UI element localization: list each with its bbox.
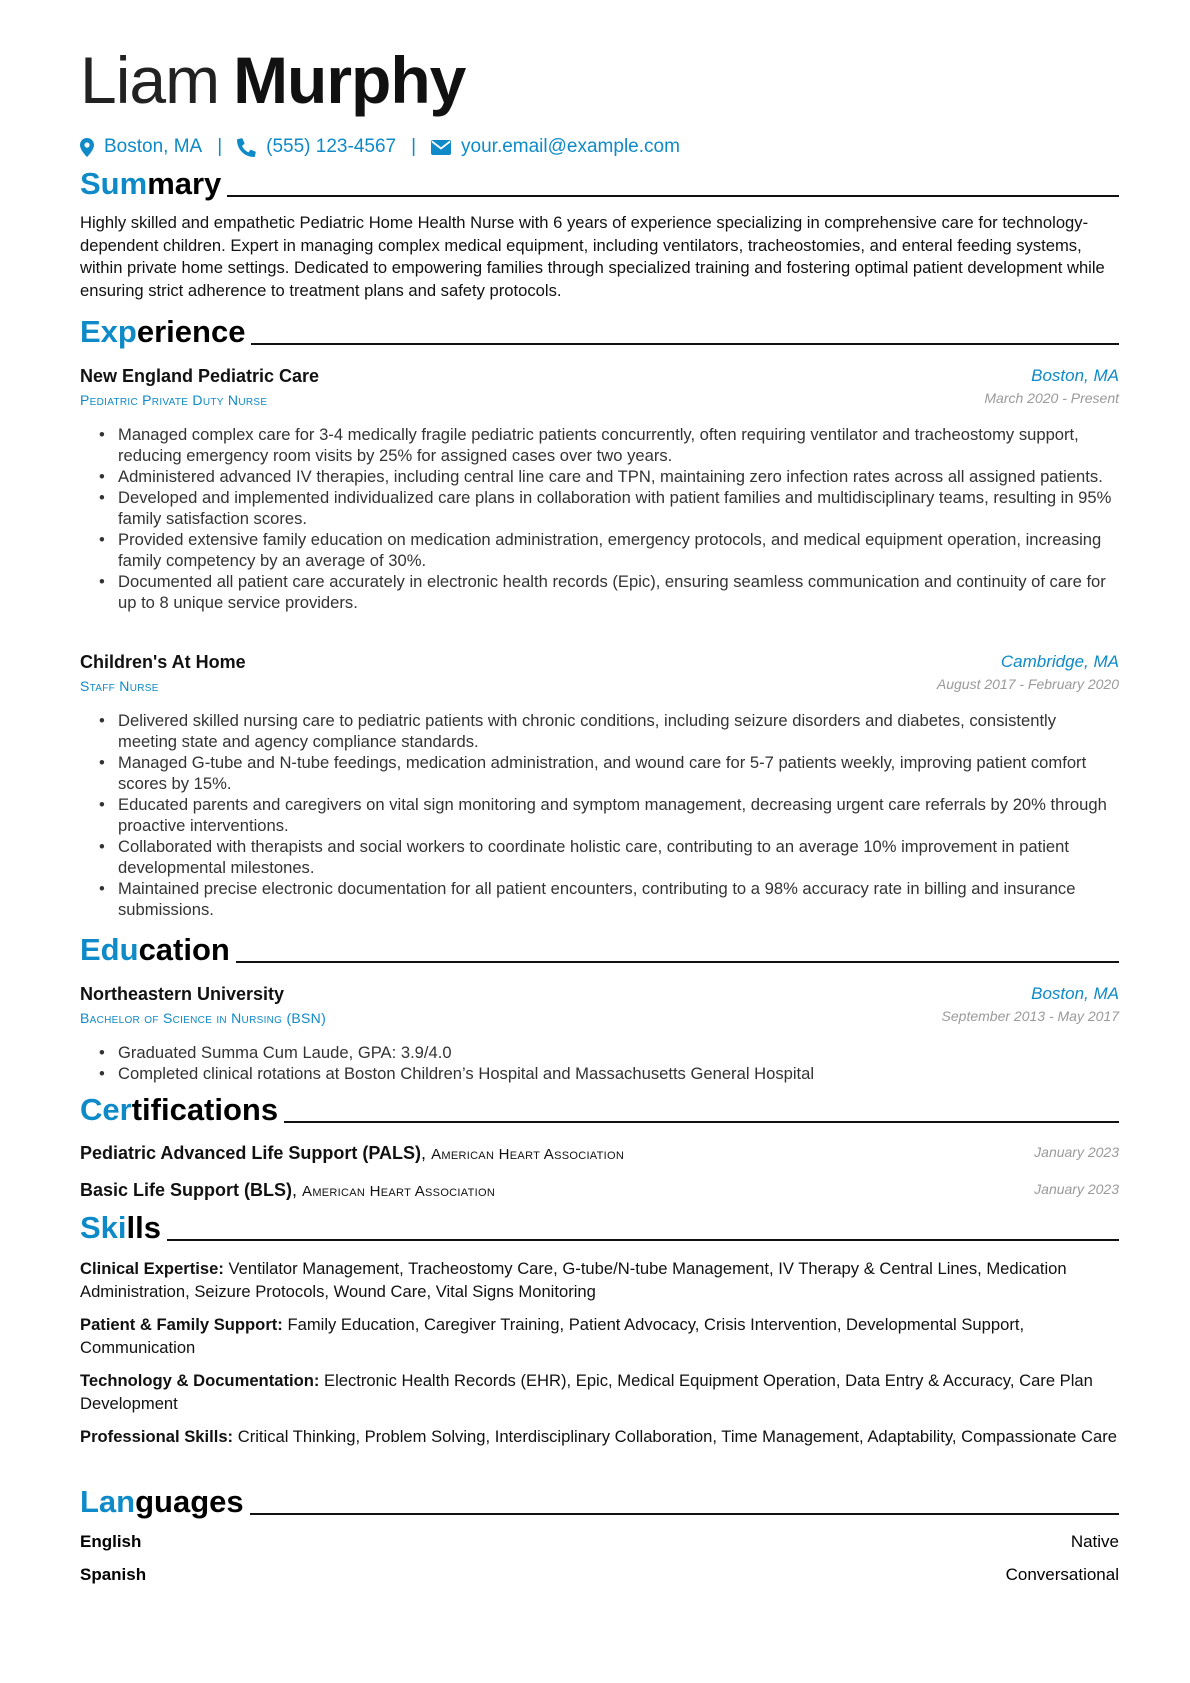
certification-name: Basic Life Support (BLS) (80, 1180, 293, 1200)
certification-name: Pediatric Advanced Life Support (PALS) (80, 1143, 422, 1163)
skill-list: Critical Thinking, Problem Solving, Interdisciplinary Collaboration, Time Management, Adaptability, Compassionate Care (237, 1427, 1117, 1446)
list-item: • Developed and implemented individualized care plans in collaboration with patient families and multidisciplinary teams, resulting in 95% family satisfaction scores. (98, 487, 1118, 529)
skill-label: Professional Skills: (80, 1427, 234, 1446)
certification-date: January 2023 (1034, 1144, 1119, 1160)
language-name: English (80, 1532, 142, 1551)
separator: | (411, 136, 417, 157)
list-item: • Managed complex care for 3-4 medically fragile pediatric patients concurrently, often requiring ventilator and tracheostomy support, reducing emergency room visits by 25% for assigned cases over two years. (98, 424, 1118, 466)
map-pin-icon (80, 138, 94, 157)
list-item: • Graduated Summa Cum Laude, GPA: 3.9/4.0 (98, 1042, 1118, 1063)
email-link[interactable]: your.email@example.com (461, 136, 680, 157)
skill-label: Technology & Documentation: (80, 1371, 320, 1390)
list-item: • Completed clinical rotations at Boston Children’s Hospital and Massachusetts General Hospital (98, 1063, 1118, 1084)
school-name: Northeastern University (80, 984, 285, 1004)
education-bullets (98, 1042, 1118, 1084)
section-summary (80, 164, 1119, 204)
section-title: Languages (80, 1484, 250, 1520)
skill-list: Ventilator Management, Tracheostomy Care, G-tube/N-tube Management, IV Therapy & Central Lines, Medication Administration, Seizure Protocols, Wound Care, Vital Signs Monitoring (80, 1259, 1067, 1301)
separator: | (217, 136, 223, 157)
list-item: • Delivered skilled nursing care to pediatric patients with chronic conditions, including seizure disorders and diabetes, consistently meeting state and agency compliance standards. (98, 710, 1118, 752)
certification-org: American Heart Association (302, 1183, 496, 1200)
section-languages (80, 1482, 1119, 1522)
section-title: Summary (80, 166, 227, 202)
list-item: • Provided extensive family education on medication administration, emergency protocols, and medical equipment operation, increasing family competency by an average of 30%. (98, 529, 1118, 571)
summary-text: Highly skilled and empathetic Pediatric Home Health Nurse with 6 years of experience specializing in comprehensive care for technology-dependent children. Expert in managing complex medical equipment, including ventilators, tracheostomies, and enteral feeding systems, within private home settings. Dedicated to empowering families through specialized training and fostering optimal patient development while ensuring strict adherence to treatment plans and safety protocols. (80, 213, 1105, 300)
candidate-name (80, 40, 465, 120)
section-title: Education (80, 932, 236, 968)
school-location: Boston, MA (1031, 984, 1119, 1003)
last-name: Murphy (233, 43, 466, 117)
education-dates: September 2013 - May 2017 (941, 1008, 1119, 1024)
company-name: Children's At Home (80, 652, 246, 672)
section-experience (80, 312, 1119, 352)
skill-group (80, 1314, 1119, 1359)
job-bullets (98, 710, 1118, 920)
section-certifications (80, 1090, 1119, 1130)
skill-list: Electronic Health Records (EHR), Epic, Medical Equipment Operation, Data Entry & Accuracy, Care Plan Development (80, 1371, 1093, 1413)
location-text: Boston, MA (104, 136, 203, 157)
language-level: Conversational (1005, 1565, 1119, 1584)
skill-label: Clinical Expertise: (80, 1259, 224, 1278)
language-name: Spanish (80, 1565, 147, 1584)
section-rule (80, 195, 1119, 197)
section-title: Experience (80, 314, 251, 350)
section-education (80, 930, 1119, 970)
phone-text: (555) 123-4567 (266, 136, 397, 157)
certification-date: January 2023 (1034, 1181, 1119, 1197)
list-item: • Educated parents and caregivers on vital sign monitoring and symptom management, decreasing urgent care referrals by 20% through proactive interventions. (98, 794, 1118, 836)
section-title: Certifications (80, 1092, 284, 1128)
list-item: • Documented all patient care accurately in electronic health records (Epic), ensuring seamless communication and continuity of care for up to 8 unique service providers. (98, 571, 1118, 613)
certification-item: Pediatric Advanced Life Support (PALS), American Heart Association (80, 1143, 625, 1163)
job-dates: August 2017 - February 2020 (936, 676, 1119, 692)
section-title: Skills (80, 1210, 167, 1246)
skill-label: Patient & Family Support: (80, 1315, 283, 1334)
degree: Bachelor of Science in Nursing (BSN) (80, 1010, 327, 1026)
company-name: New England Pediatric Care (80, 366, 320, 386)
skill-list: Family Education, Caregiver Training, Patient Advocacy, Crisis Intervention, Developmental Support, Communication (80, 1315, 1025, 1357)
job-bullets (98, 424, 1118, 613)
envelope-icon (431, 140, 451, 155)
job-location: Boston, MA (1031, 366, 1119, 385)
first-name: Liam (80, 43, 220, 117)
phone-icon (237, 138, 256, 157)
certification-item: Basic Life Support (BLS), American Heart Association (80, 1180, 496, 1200)
skill-group (80, 1258, 1119, 1303)
job-location: Cambridge, MA (1000, 652, 1119, 671)
job-dates: March 2020 - Present (984, 390, 1119, 406)
section-rule (80, 1239, 1119, 1241)
skill-group (80, 1370, 1119, 1415)
section-skills (80, 1208, 1119, 1248)
list-item: • Collaborated with therapists and social workers to coordinate holistic care, contributing to an average 10% improvement in patient developmental milestones. (98, 836, 1118, 878)
certification-org: American Heart Association (431, 1146, 625, 1163)
contact-line (80, 133, 680, 161)
list-item: • Maintained precise electronic documentation for all patient encounters, contributing to a 98% accuracy rate in billing and insurance submissions. (98, 878, 1118, 920)
job-title: Staff Nurse (80, 678, 159, 694)
list-item: • Managed G-tube and N-tube feedings, medication administration, and wound care for 5-7 patients weekly, improving patient comfort scores by 15%. (98, 752, 1118, 794)
skill-group (80, 1426, 1119, 1449)
list-item: • Administered advanced IV therapies, including central line care and TPN, maintaining zero infection rates across all assigned patients. (98, 466, 1118, 487)
language-level: Native (1070, 1532, 1119, 1551)
job-title: Pediatric Private Duty Nurse (80, 392, 268, 408)
